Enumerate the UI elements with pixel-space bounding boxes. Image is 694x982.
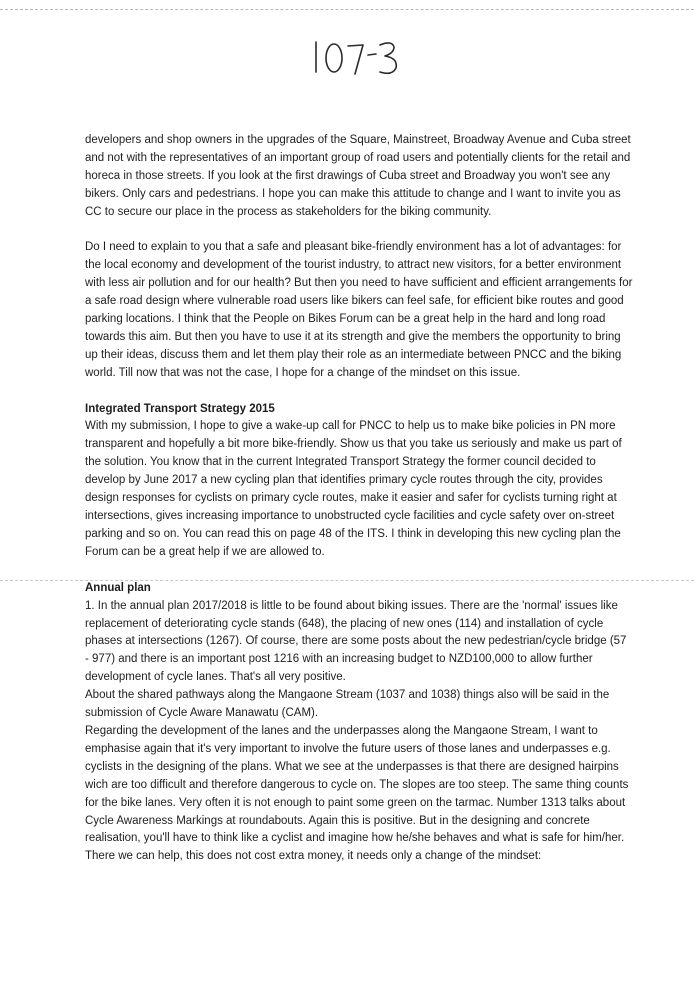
handwritten-page-number <box>308 36 408 78</box>
intro-paragraph-1: developers and shop owners in the upgrades of the Square, Mainstreet, Broadway Avenue and Cuba street and not with the representatives of an important group of road users and potentially clients for the retail and horeca in those streets. If you look at the first drawings of Cuba street and Broadway you won't see any bikers. Only cars and pedestrians. I hope you can make this attitude to change and I want to invite you as CC to secure our place in the process as stakeholders for the biking community. <box>85 134 631 218</box>
handwritten-number-drawing <box>308 36 408 78</box>
its-paragraph: With my submission, I hope to give a wake-up call for PNCC to help us to make bike policies in PN more transparent and hopefully a bit more bike-friendly. Show us that you take us seriously and make us part of the solution. You know that in the current Integrated Transport Strategy the former council decided to develop by June 2017 a new cycling plan that identifies primary cycle routes through the city, provides design responses for cyclists on primary cycle routes, make it easier and safer for cyclists turning right at intersections, gives increasing importance to unobstructed cycle facilities and cycle safety over on-street parking and so on. You can read this on page 48 of the ITS. I think in developing this new cycling plan the Forum can be a great help if we are allowed to. <box>85 420 622 558</box>
section-gap <box>85 562 633 570</box>
annual-plan-paragraph-3: Regarding the development of the lanes and the underpasses along the Mangaone Stream, I want to emphasise again that it's very important to involve the future users of those lanes and underpasses e.g. cyclists in the designing of the plans. What we see at the underpasses is that there are designed hairpins wich are too difficult and therefore dangerous to cycle on. The slopes are too steep. The same thing counts for the bike lanes. Very often it is not enough to paint some green on the tarmac. Number 1313 talks about Cycle Awareness Markings at roundabouts. Again this is positive. But in the designing and concrete realisation, you'll have to think like a cyclist and imagine how he/she behaves and what is safe for him/her. There we can help, this does not cost extra money, it needs only a change of the mindset: <box>85 724 629 863</box>
intro-paragraph-2: Do I need to explain to you that a safe and pleasant bike-friendly environment has a lot of advantages: for the local economy and development of the tourist industry, to attract new visitors, for a better environment with less air pollution and for our health? But then you need to have sufficient and efficient arrangements for a safe road design where vulnerable road users like bikers can feel safe, for efficient bike routes and good parking locations. I think that the People on Bikes Forum can be a great help in the hard and long road towards this aim. But then you have to use it at its strength and give the members the opportunity to bring up their ideas, discuss them and let them play their role as an intermediate between PNCC and the biking world. Till now that was not the case, I hope for a change of the mindset on this issue. <box>85 241 633 379</box>
annual-plan-paragraph-1: 1. In the annual plan 2017/2018 is little to be found about biking issues. There are the 'normal' issues like replacement of deteriorating cycle stands (648), the placing of new ones (114) and installation of cycle phases at intersections (1267). Of course, there are some posts about the new pedestrian/cycle bridge (57 - 977) and there is an important post 1216 with an increasing budget to NZD100,000 to allow further development of cycle lanes. That's all very positive. <box>85 599 627 684</box>
scan-fold-line <box>0 580 694 581</box>
document-body <box>85 132 633 866</box>
its-heading: Integrated Transport Strategy 2015 <box>85 402 275 415</box>
annual-plan-heading: Annual plan <box>85 581 151 594</box>
annual-plan-paragraph-2: About the shared pathways along the Mangaone Stream (1037 and 1038) things also will be said in the submission of Cycle Aware Manawatu (CAM). <box>85 689 610 720</box>
spacer <box>85 570 633 580</box>
scan-edge-line <box>0 9 694 10</box>
